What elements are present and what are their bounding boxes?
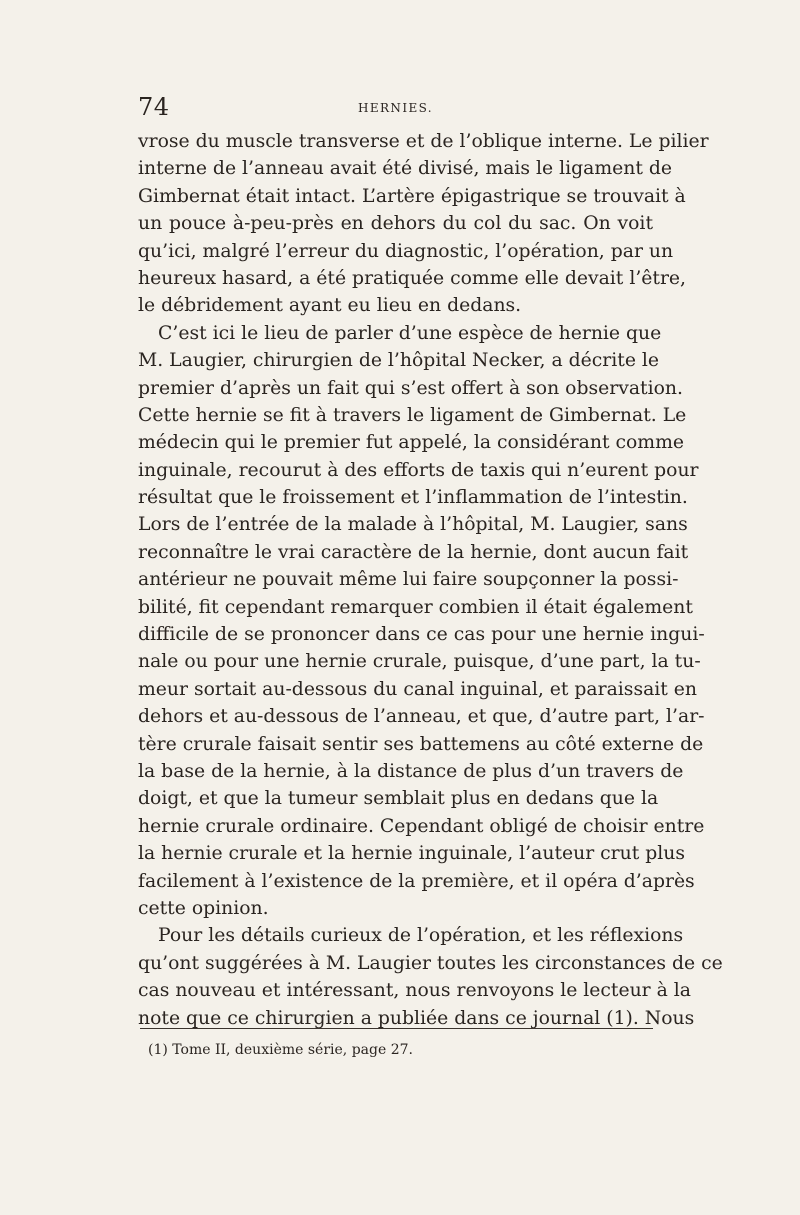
page-header (138, 95, 653, 125)
text-line: note que ce chirurgien a publiée dans ce journal (1). Nous (138, 1007, 695, 1029)
text-line: tère crurale faisait sentir ses battemens au côté externe de (138, 733, 704, 755)
text-line: Lors de l’entrée de la malade à l’hôpital, M. Laugier, sans (138, 514, 688, 536)
body-text (138, 128, 723, 1032)
text-line: Gimbernat était intact. L’artère épigastrique se trouvait à (138, 185, 686, 207)
footnote: (1) Tome II, deuxième série, page 27. (148, 1042, 413, 1058)
text-line: dehors et au-dessous de l’anneau, et que, d’autre part, l’ar- (138, 706, 705, 728)
text-line: interne de l’anneau avait été divisé, mais le ligament de (138, 158, 673, 180)
text-line: qu’ici, malgré l’erreur du diagnostic, l’opération, par un (138, 240, 674, 262)
text-line: nale ou pour une hernie crurale, puisque, d’une part, la tu- (138, 651, 701, 673)
text-line: cette opinion. (138, 897, 269, 919)
text-line: premier d’après un fait qui s’est offert à son observation. (138, 377, 683, 399)
text-line: médecin qui le premier fut appelé, la considérant comme (138, 432, 685, 454)
text-line: difficile de se prononcer dans ce cas pour une hernie ingui- (138, 624, 705, 646)
text-line: M. Laugier, chirurgien de l’hôpital Necker, a décrite le (138, 350, 660, 372)
text-line: facilement à l’existence de la première, et il opéra d’après (138, 870, 695, 892)
text-line: heureux hasard, a été pratiquée comme elle devait l’être, (138, 267, 687, 289)
page-number: 74 (138, 93, 170, 121)
text-line: résultat que le froissement et l’inflammation de l’intestin. (138, 487, 688, 509)
text-line: qu’ont suggérées à M. Laugier toutes les circonstances de ce (138, 952, 723, 974)
text-line: doigt, et que la tumeur semblait plus en dedans que la (138, 788, 659, 810)
text-line: hernie crurale ordinaire. Cependant obligé de choisir entre (138, 815, 705, 837)
text-line: meur sortait au-dessous du canal inguinal, et paraissait en (138, 678, 698, 700)
text-line: C’est ici le lieu de parler d’une espèce de hernie que (158, 322, 662, 344)
footnote-rule (140, 1028, 653, 1029)
text-line: cas nouveau et intéressant, nous renvoyons le lecteur à la (138, 980, 692, 1002)
text-line: vrose du muscle transverse et de l’oblique interne. Le pilier (138, 131, 709, 152)
running-head: HERNIES. (357, 101, 434, 115)
text-line: la hernie crurale et la hernie inguinale, l’auteur crut plus (138, 843, 686, 865)
text-line: reconnaître le vrai caractère de la hernie, dont aucun fait (138, 541, 689, 563)
text-line: un pouce à-peu-près en dehors du col du sac. On voit (138, 213, 653, 235)
text-line: antérieur ne pouvait même lui faire soupçonner la possi- (138, 569, 679, 591)
text-line: Cette hernie se fit à travers le ligament de Gimbernat. Le (138, 404, 687, 426)
text-line: la base de la hernie, à la distance de plus d’un travers de (138, 760, 684, 782)
text-line: bilité, fit cependant remarquer combien il était également (138, 596, 693, 618)
text-line: le débridement ayant eu lieu en dedans. (138, 295, 522, 317)
text-line: inguinale, recourut à des efforts de taxis qui n’eurent pour (138, 459, 699, 481)
text-line: Pour les détails curieux de l’opération, et les réflexions (158, 925, 684, 947)
